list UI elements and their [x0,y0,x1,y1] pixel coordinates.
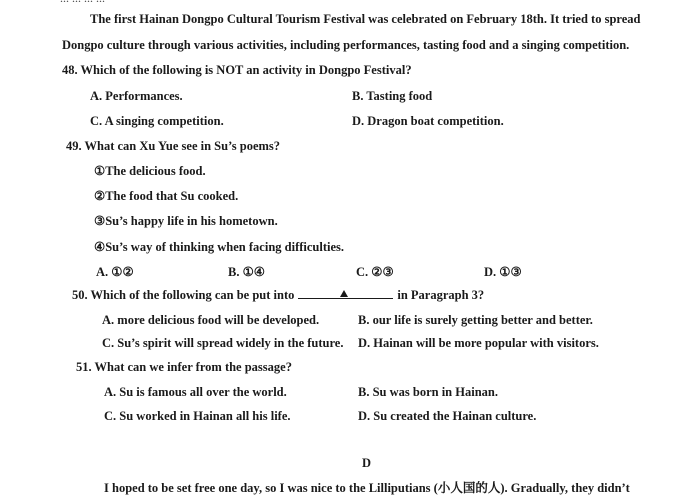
q49-item-2: ②The food that Su cooked. [94,189,239,203]
q49-option-a[interactable]: A. ①② [96,265,134,279]
question-50-stem [72,287,484,303]
passage-line-1: The first Hainan Dongpo Cultural Tourism Festival was celebrated on February 18th. It tried to spread [90,12,641,26]
passage-line-2: Dongpo culture through various activities, including performances, tasting food and a singing competition. [62,38,630,52]
q49-option-d[interactable]: D. ①③ [484,265,522,279]
section-d-line-1: I hoped to be set free one day, so I was nice to the Lilliputians (小人国的人). Gradually, they didn’t [104,481,630,495]
q50-stem-after: in Paragraph 3? [397,288,485,302]
q49-option-b[interactable]: B. ①④ [228,265,265,279]
q49-item-1: ①The delicious food. [94,164,206,178]
q49-option-c[interactable]: C. ②③ [356,265,394,279]
answer-blank [298,287,393,299]
question-51-stem: 51. What can we infer from the passage? [76,360,292,374]
q51-option-b[interactable]: B. Su was born in Hainan. [358,385,498,399]
q50-option-a[interactable]: A. more delicious food will be developed. [102,313,320,327]
q50-stem-before: 50. Which of the following can be put into [72,288,295,302]
q51-option-d[interactable]: D. Su created the Hainan culture. [358,409,537,423]
q50-option-c[interactable]: C. Su’s spirit will spread widely in the future. [102,336,344,350]
q50-option-d[interactable]: D. Hainan will be more popular with visitors. [358,336,599,350]
q51-option-c[interactable]: C. Su worked in Hainan all his life. [104,409,291,423]
q48-option-c[interactable]: C. A singing competition. [90,114,224,128]
top-fragment [60,0,105,6]
q50-option-b[interactable]: B. our life is surely getting better and better. [358,313,593,327]
q48-option-d[interactable]: D. Dragon boat competition. [352,114,504,128]
q51-option-a[interactable]: A. Su is famous all over the world. [104,385,287,399]
triangle-marker-icon [340,290,348,297]
q49-item-3: ③Su’s happy life in his hometown. [94,214,278,228]
section-d-heading: D [362,456,372,470]
question-49-stem: 49. What can Xu Yue see in Su’s poems? [66,139,281,153]
q48-option-b[interactable]: B. Tasting food [352,89,433,103]
q49-item-4: ④Su’s way of thinking when facing difficulties. [94,240,345,254]
q48-option-a[interactable]: A. Performances. [90,89,183,103]
question-48-stem: 48. Which of the following is NOT an activity in Dongpo Festival? [62,63,412,77]
